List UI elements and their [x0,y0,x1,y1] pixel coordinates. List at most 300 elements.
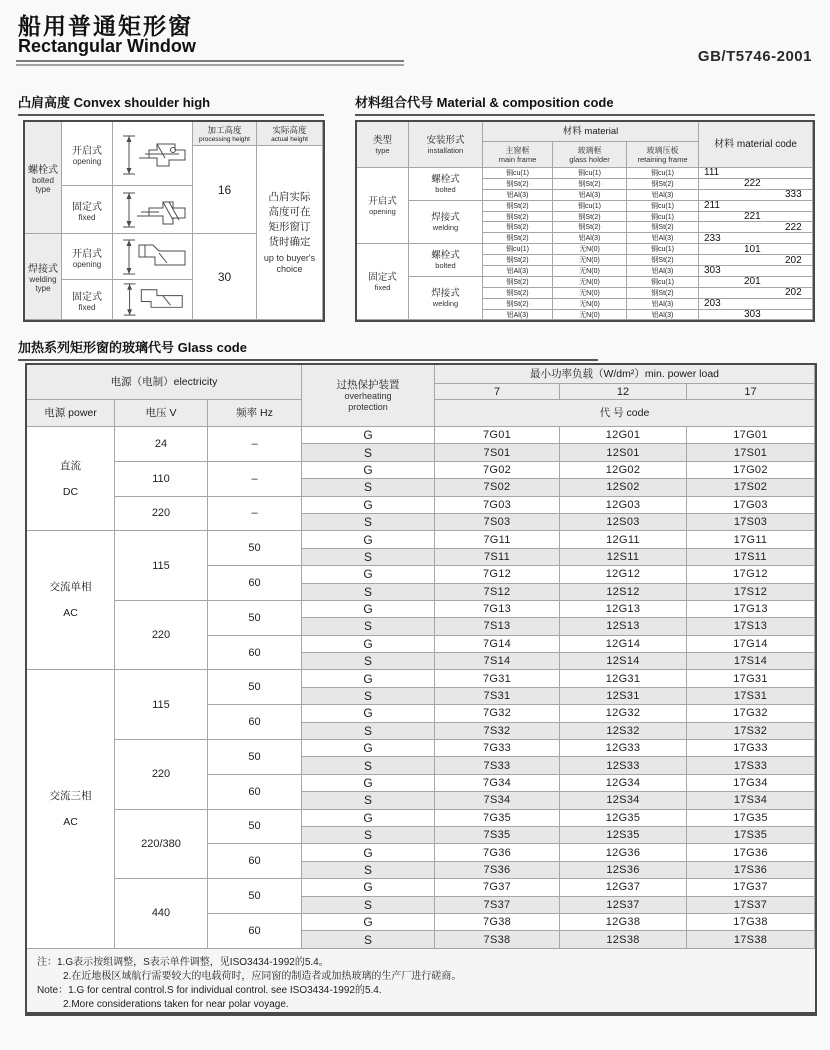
cell-text: 440 [151,907,171,920]
protection-cell: S [302,897,435,914]
actual-note-zh: 凸肩实际高度可在矩形窗订货时确定 [268,191,311,248]
code-header [435,400,815,427]
cell-text: 24 [154,437,168,450]
section-title-glass-code: 加热系列矩形窗的玻璃代号 Glass code [18,337,598,361]
glass-code-cell: 12G34 [560,775,687,792]
protection-cell: G [302,427,435,444]
glass-code-cell: 7G03 [435,497,560,514]
cell-text: 60 [248,785,261,798]
material-cell-retain: 钢St(2) [627,179,699,190]
cell-text: opening [369,206,396,216]
material-code-value: 202 [699,255,813,266]
cell-text: 螺栓式 [431,173,460,185]
glass-code-cell: 7G11 [435,531,560,548]
glass-code-cell: 12G35 [560,810,687,827]
glass-code-cell: 7S01 [435,444,560,461]
page-title-en: Rectangular Window [18,36,196,56]
glass-code-cell: 12S12 [560,584,687,601]
glass-code-cell: 12G31 [560,670,687,687]
cell-text: welding [432,299,459,309]
glass-code-cell: 17S37 [687,897,815,914]
material-cell-main: 钢St(2) [483,255,553,266]
glass-code-cell: 12G03 [560,497,687,514]
voltage-group-cell [115,531,208,601]
material-cell-main: 钢St(2) [483,277,553,288]
fixed-en: fixed [78,302,96,312]
processing-header-zh: 加工高度 [207,125,242,135]
glass-code-cell: 17G12 [687,566,815,583]
cell-text: DC [62,485,79,498]
material-cell-retain: 铜cu(1) [627,201,699,212]
protection-cell: S [302,479,435,496]
cell-text: fixed [374,282,391,292]
glass-code-cell: 12G33 [560,740,687,757]
cell-text: 直流 [60,459,81,472]
protection-cell: G [302,844,435,861]
welding-height-number: 30 [217,269,232,284]
glass-code-cell: 7S35 [435,827,560,844]
frequency-group-cell [208,670,302,705]
main-frame-zh: 主窗框 [505,145,530,155]
material-cell-main: 钢St(2) [483,179,553,190]
glass-code-cell: 7G32 [435,705,560,722]
glass-code-cell: 17G38 [687,914,815,931]
cell-text: 交流三相 [49,790,92,803]
fixed-label-cell [62,280,113,320]
material-code-value: 303 [699,310,813,321]
glass-code-cell: 7S37 [435,897,560,914]
material-cell-holder: 无N(0) [553,255,627,266]
glass-code-cell: 12G32 [560,705,687,722]
material-cell-main: 铝Al(3) [483,190,553,201]
processing-height-header [193,122,257,146]
glass-code-cell: 17S12 [687,584,815,601]
glass-code-cell: 12G14 [560,636,687,653]
cell-text: 115 [152,698,170,711]
protection-cell: S [302,549,435,566]
glass-code-cell: 17S03 [687,514,815,531]
bolted-type-cell [25,122,62,234]
material-code-value: 333 [699,190,813,201]
opening-zh: 开启式 [72,145,102,157]
frequency-group-cell [208,740,302,775]
opening-zh: 开启式 [72,248,102,260]
glass-code-cell: 12G36 [560,844,687,861]
glass-code-cell: 17S01 [687,444,815,461]
material-cell-holder: 铜cu(1) [553,201,627,212]
convex-shoulder-table [23,120,325,322]
glass-code-table [25,363,817,1016]
material-cell-main: 铝Al(3) [483,266,553,277]
protection-cell: G [302,670,435,687]
welding-height-value [193,234,257,320]
protection-cell: G [302,497,435,514]
fixed-en: fixed [78,212,96,222]
electricity-header-label: 电源（电制）electricity [110,376,218,388]
glass-code-cell: 17S14 [687,653,815,670]
opening-label-cell [62,234,113,280]
cell-text: 115 [152,559,170,572]
material-cell-holder: 铝Al(3) [553,190,627,201]
overheat-en2: protection [348,401,388,412]
material-cell-holder: 无N(0) [553,277,627,288]
material-cell-holder: 钢St(2) [553,179,627,190]
type-header [357,122,409,168]
protection-cell: G [302,531,435,548]
glass-code-cell: 7G38 [435,914,560,931]
glass-code-cell: 7G02 [435,462,560,479]
cell-text: 50 [248,611,261,624]
glass-holder-zh: 玻璃框 [577,145,602,155]
material-cell-holder: 铝Al(3) [553,233,627,244]
cell-text: 60 [248,577,261,590]
protection-cell: G [302,740,435,757]
power-group-cell [27,531,115,670]
material-cell-retain: 铝Al(3) [627,299,699,310]
welding-type-en: welding type [29,275,57,293]
glass-code-cell: 7G36 [435,844,560,861]
cell-text: AC [63,816,78,829]
glass-code-cell: 7G12 [435,566,560,583]
glass-code-cell: 7G01 [435,427,560,444]
fixed-zh: 固定式 [72,201,102,213]
cell-text: AC [63,607,78,620]
glass-code-cell: 7G34 [435,775,560,792]
frequency-group-cell [208,462,302,497]
bolted-type-zh: 螺栓式 [28,165,58,176]
glass-code-cell: 12S34 [560,792,687,809]
protection-cell: G [302,462,435,479]
protection-cell: G [302,810,435,827]
frequency-group-cell [208,566,302,601]
load-17-label: 17 [744,385,757,398]
material-cell-retain: 钢St(2) [627,255,699,266]
frequency-group-cell [208,810,302,845]
glass-code-cell: 12G38 [560,914,687,931]
load-7-label: 7 [493,385,501,398]
installation-header [409,122,483,168]
material-install-cell [409,244,483,277]
frequency-group-cell [208,636,302,671]
material-install-cell [409,277,483,321]
glass-code-cell: 17G32 [687,705,815,722]
frequency-group-cell [208,775,302,810]
electricity-header [27,365,302,400]
cell-text: 110 [152,472,170,485]
welding-type-zh: 焊接式 [28,264,58,275]
protection-cell: S [302,584,435,601]
material-cell-main: 铜cu(1) [483,244,553,255]
cell-text: 交流单相 [49,581,92,594]
material-code-value: 222 [699,179,813,190]
protection-cell: G [302,636,435,653]
cell-text: – [251,507,258,520]
voltage-group-cell [115,462,208,497]
cell-text: – [251,472,258,485]
material-cell-main: 钢St(2) [483,222,553,233]
glass-code-cell: 7S31 [435,688,560,705]
glass-code-cell: 7S36 [435,862,560,879]
note-en-2: 2.More considerations taken for near polar voyage. [63,998,289,1010]
welding-opening-diagram [113,234,193,280]
glass-code-cell: 17S13 [687,618,815,635]
glass-code-cell: 17G02 [687,462,815,479]
main-frame-header [483,142,553,168]
cell-text: 固定式 [368,271,397,283]
bolted-height-value [193,146,257,234]
material-code-header [699,122,813,168]
glass-code-cell: 12G02 [560,462,687,479]
protection-cell: G [302,914,435,931]
notes-area [27,949,815,1012]
protection-cell: G [302,775,435,792]
glass-code-cell: 7S14 [435,653,560,670]
material-code-value: 222 [699,222,813,233]
frequency-header [208,400,302,427]
glass-code-cell: 12G01 [560,427,687,444]
glass-code-cell: 17G11 [687,531,815,548]
cell-text: 60 [248,855,261,868]
glass-code-cell: 12G12 [560,566,687,583]
glass-code-grid [27,365,815,949]
voltage-group-cell [115,670,208,740]
protection-cell: S [302,653,435,670]
material-code-value: 101 [699,244,813,255]
frequency-group-cell [208,531,302,566]
glass-code-cell: 17G33 [687,740,815,757]
frequency-group-cell [208,427,302,462]
glass-code-cell: 7S13 [435,618,560,635]
glass-code-cell: 7S03 [435,514,560,531]
material-cell-main: 钢St(2) [483,201,553,212]
processing-header-en: processing height [199,136,250,143]
frequency-group-cell [208,879,302,914]
opening-en: opening [72,156,102,166]
actual-header-zh: 实际高度 [272,125,307,135]
note-zh-2: 2.在近地极区域航行需要较大的电载荷时，应同窗的制造者或加热玻璃的生产厂进行磋商。 [63,970,462,982]
protection-cell: S [302,792,435,809]
voltage-group-cell [115,740,208,810]
glass-code-cell: 17G31 [687,670,815,687]
bolted-type-en: bolted type [32,176,54,194]
overheat-en1: overheating [344,390,392,401]
protection-cell: S [302,931,435,948]
glass-code-cell: 7S11 [435,549,560,566]
material-cell-retain: 钢St(2) [627,288,699,299]
opening-label-cell [62,122,113,186]
material-code-value: 111 [699,168,813,179]
glass-code-cell: 12G37 [560,879,687,896]
frequency-group-cell [208,844,302,879]
material-cell-holder: 铜cu(1) [553,168,627,179]
glass-code-cell: 7G14 [435,636,560,653]
glass-code-cell: 7S32 [435,723,560,740]
type-header-en: type [375,145,390,155]
material-code-header-label: 材料 material code [714,139,797,150]
installation-header-en: installation [427,145,464,155]
material-cell-retain: 铝Al(3) [627,310,699,321]
glass-code-cell: 7S38 [435,931,560,948]
material-install-cell [409,201,483,245]
load-level-7 [435,384,560,400]
opening-en: opening [72,259,102,269]
glass-code-cell: 12S32 [560,723,687,740]
actual-note-en: up to buyer's choice [263,253,316,274]
material-code-value: 211 [699,201,813,212]
voltage-group-cell [115,497,208,532]
glass-code-cell: 12G11 [560,531,687,548]
material-cell-retain: 铜cu(1) [627,277,699,288]
glass-code-cell: 7G37 [435,879,560,896]
material-cell-retain: 钢St(2) [627,222,699,233]
protection-cell: S [302,757,435,774]
cell-text: 50 [248,681,261,694]
voltage-group-cell [115,601,208,671]
glass-code-cell: 7S12 [435,584,560,601]
cell-text: 60 [248,646,261,659]
glass-holder-en: glass holder [569,154,610,164]
glass-code-cell: 17S11 [687,549,815,566]
material-cell-holder: 无N(0) [553,310,627,321]
glass-code-cell: 7G35 [435,810,560,827]
material-code-value: 303 [699,266,813,277]
cell-text: – [251,437,258,450]
material-code-value: 233 [699,233,813,244]
note-zh-1: 注：1.G表示按组调整，S表示单件调整，见ISO3434-1992的5.4。 [37,956,329,968]
material-cell-retain: 铜cu(1) [627,212,699,223]
material-cell-retain: 铝Al(3) [627,190,699,201]
material-header-label: 材料 material [562,126,619,137]
welding-fixed-diagram [113,280,193,320]
material-cell-main: 铜cu(1) [483,168,553,179]
material-cell-holder: 无N(0) [553,244,627,255]
bolted-fixed-diagram [113,186,193,234]
frequency-group-cell [208,914,302,949]
material-cell-retain: 铝Al(3) [627,233,699,244]
voltage-header [115,400,208,427]
actual-height-note [257,146,323,320]
main-frame-en: main frame [498,154,537,164]
glass-code-cell: 17G35 [687,810,815,827]
code-header-label: 代 号 code [599,407,650,419]
material-cell-main: 钢St(2) [483,299,553,310]
material-cell-main: 铝Al(3) [483,310,553,321]
material-cell-main: 钢St(2) [483,233,553,244]
welding-type-cell [25,234,62,320]
fixed-zh: 固定式 [72,291,102,303]
material-composition-table [355,120,815,322]
glass-code-cell: 17G13 [687,601,815,618]
cell-text: 焊接式 [431,211,460,223]
glass-code-cell: 12G13 [560,601,687,618]
glass-code-cell: 12S02 [560,479,687,496]
material-type-cell [357,168,409,244]
glass-code-cell: 17S31 [687,688,815,705]
power-header-label: 电源 power [44,407,97,419]
cell-text: 开启式 [368,195,397,207]
cell-text: 220 [151,629,171,642]
glass-code-cell: 17G34 [687,775,815,792]
min-power-load-label: 最小功率负载（W/dm²）min. power load [529,368,720,380]
actual-header-en: actual height [271,136,308,143]
cell-text: 220 [151,507,171,520]
frequency-group-cell [208,497,302,532]
voltage-group-cell [115,427,208,462]
glass-code-cell: 17S33 [687,757,815,774]
protection-cell: S [302,618,435,635]
material-cell-holder: 无N(0) [553,266,627,277]
glass-code-cell: 17S32 [687,723,815,740]
glass-code-cell: 17G14 [687,636,815,653]
glass-code-cell: 17G36 [687,844,815,861]
bolted-height-number: 16 [217,182,232,197]
protection-cell: S [302,688,435,705]
overheating-protection-header [302,365,435,427]
retaining-frame-en: retaining frame [637,154,688,164]
glass-code-cell: 17G03 [687,497,815,514]
frequency-group-cell [208,601,302,636]
glass-code-cell: 17G01 [687,427,815,444]
protection-cell: S [302,514,435,531]
glass-code-cell: 7S33 [435,757,560,774]
glass-code-cell: 17S36 [687,862,815,879]
glass-code-cell: 7S34 [435,792,560,809]
cell-text: 220 [151,768,171,781]
cell-text: bolted [435,184,456,194]
material-cell-holder: 钢St(2) [553,212,627,223]
section-title-convex-shoulder: 凸肩高度 Convex shoulder high [18,92,324,116]
cell-text: 60 [248,716,261,729]
retaining-frame-zh: 玻璃压板 [646,145,679,155]
protection-cell: S [302,862,435,879]
material-cell-holder: 无N(0) [553,299,627,310]
protection-cell: G [302,705,435,722]
glass-code-cell: 7G33 [435,740,560,757]
material-type-cell [357,244,409,320]
glass-code-cell: 12S33 [560,757,687,774]
material-code-value: 201 [699,277,813,288]
protection-cell: S [302,827,435,844]
protection-cell: S [302,723,435,740]
protection-cell: G [302,566,435,583]
cell-text: 60 [248,924,261,937]
protection-cell: S [302,444,435,461]
glass-code-cell: 12S03 [560,514,687,531]
material-cell-main: 钢St(2) [483,288,553,299]
section-title-material-code: 材料组合代号 Material & composition code [355,92,815,116]
glass-code-cell: 12S38 [560,931,687,948]
material-code-value: 203 [699,299,813,310]
bolted-opening-diagram [113,122,193,186]
glass-code-cell: 17S02 [687,479,815,496]
glass-code-cell: 17S34 [687,792,815,809]
actual-height-header [257,122,323,146]
material-header [483,122,699,142]
cell-text: 50 [248,750,261,763]
glass-code-cell: 12S01 [560,444,687,461]
glass-code-cell: 17S35 [687,827,815,844]
material-cell-holder: 钢St(2) [553,222,627,233]
voltage-header-label: 电压 V [145,407,177,419]
cell-text: 50 [248,820,261,833]
glass-code-cell: 12S36 [560,862,687,879]
cell-text: 焊接式 [431,288,460,300]
glass-code-cell: 17G37 [687,879,815,896]
installation-header-zh: 安装形式 [426,134,465,146]
material-install-cell [409,168,483,201]
glass-code-cell: 7G13 [435,601,560,618]
cell-text: 50 [248,542,261,555]
